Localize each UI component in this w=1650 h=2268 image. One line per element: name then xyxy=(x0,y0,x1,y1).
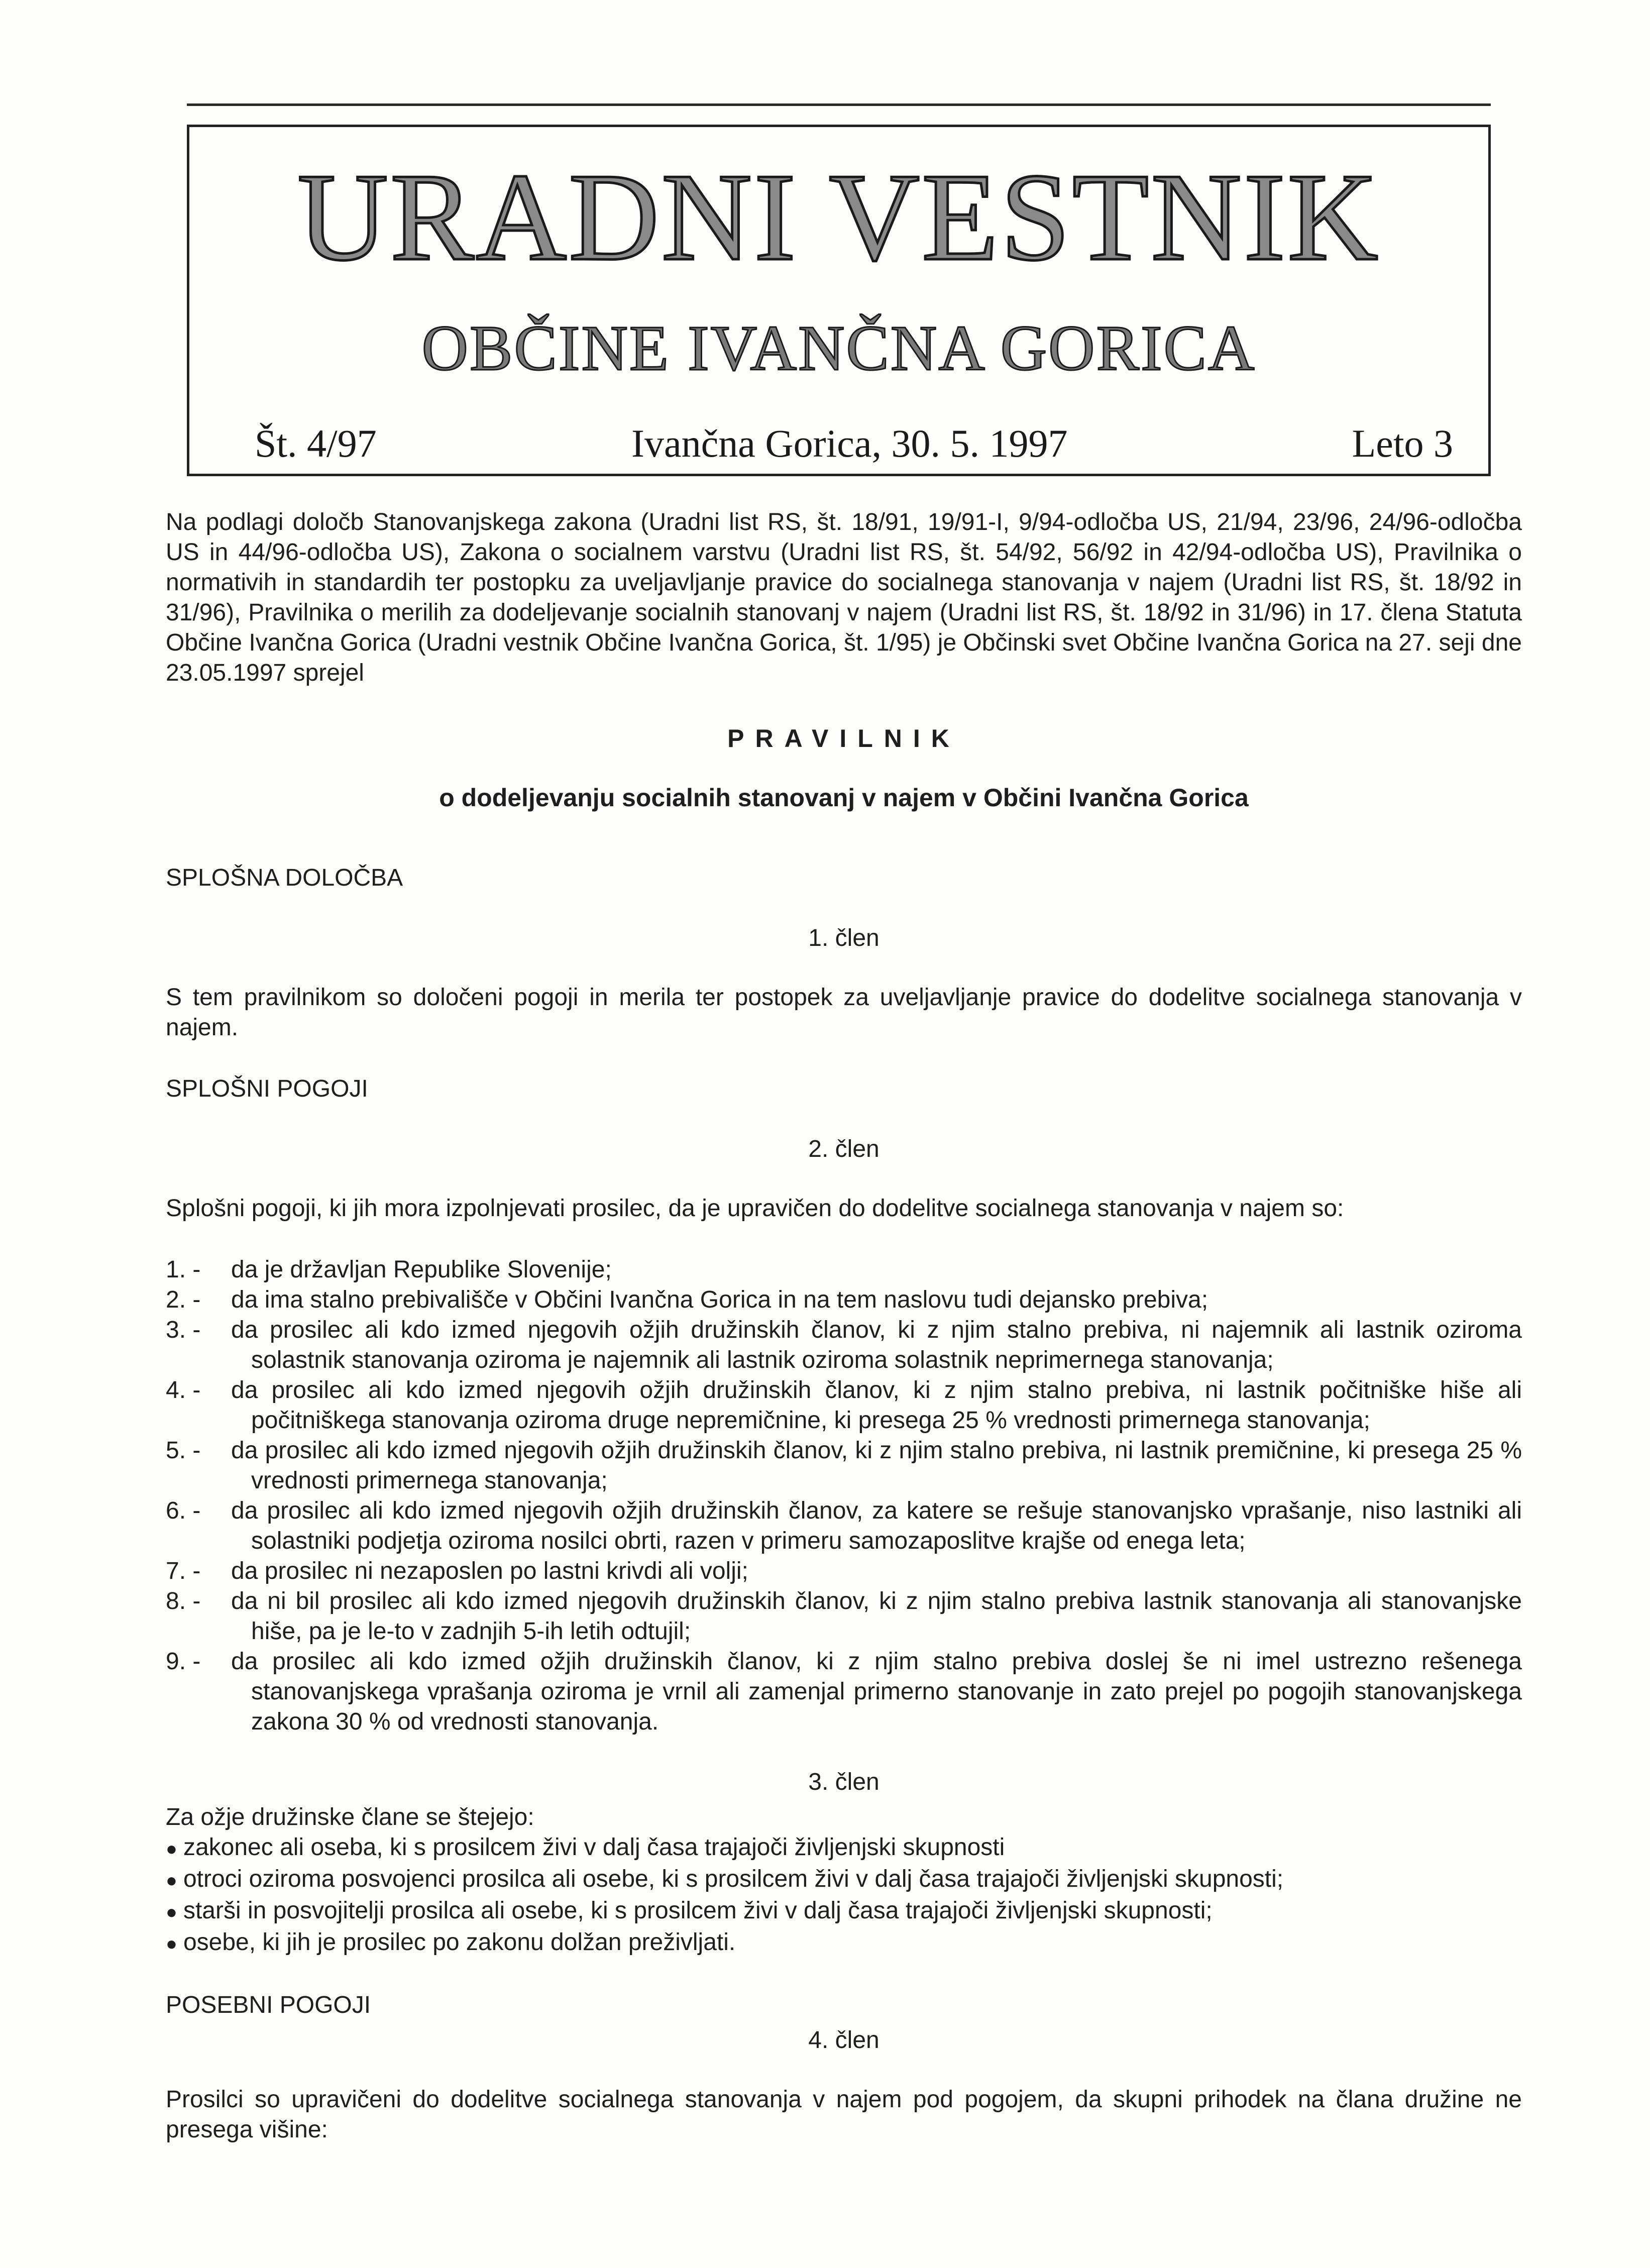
list-item-number: 8. - xyxy=(166,1588,201,1614)
bullet-icon: ● xyxy=(166,1902,177,1923)
article-1-text: S tem pravilnikom so določeni pogoji in merila ter postopek za uveljavljanje pravice do dodelitve socialnega stanovanja v najem. xyxy=(166,984,1522,1041)
bullet-item xyxy=(166,1927,1522,1959)
list-item-number: 2. - xyxy=(166,1286,201,1313)
bullet-item-text: osebe, ki jih je prosilec po zakonu dolžan preživljati. xyxy=(183,1929,736,1956)
article-2-lead: Splošni pogoji, ki jih mora izpolnjevati prosilec, da je upravičen do dodelitve socialnega stanovanja v najem so: xyxy=(166,1195,1344,1222)
article-3-lead: Za ožje družinske člane se štejejo: xyxy=(166,1804,534,1830)
bullet-icon: ● xyxy=(166,1933,177,1955)
volume-year: Leto 3 xyxy=(1352,421,1453,465)
list-item xyxy=(166,1436,1522,1496)
list-item-number: 9. - xyxy=(166,1648,201,1675)
list-item-text: da prosilec ali kdo izmed njegovih ožjih družinskih članov, ki z njim stalno prebiva, ni lastnik počitniške hiše ali počitniškega stanovanja oziroma druge nepremičnine, ki presega 25 % vrednosti primernega stanovanja; xyxy=(231,1377,1522,1434)
gazette-title: URADNI VESTNIK xyxy=(297,148,1380,287)
list-item-text: da ni bil prosilec ali kdo izmed njegovih družinskih članov, ki z njim stalno prebiva lastnik stanovanja ali stanovanjske hiše, pa je le-to v zadnjih 5-ih letih odtujil; xyxy=(231,1588,1522,1645)
list-item xyxy=(166,1375,1522,1436)
bullet-item-text: zakonec ali oseba, ki s prosilcem živi v dalj časa trajajoči življenjski skupnosti xyxy=(183,1834,1005,1861)
list-item-number: 7. - xyxy=(166,1558,201,1584)
article-4-text: Prosilci so upravičeni do dodelitve socialnega stanovanja v najem pod pogojem, da skupni prihodek na člana družine ne presega višine: xyxy=(166,2086,1522,2143)
header-rule xyxy=(187,103,1491,106)
list-item-text: da prosilec ali kdo izmed njegovih ožjih družinskih članov, ki z njim stalno prebiva, ni lastnik premičnine, ki presega 25 % vrednosti primernega stanovanja; xyxy=(231,1437,1522,1494)
bullet-item xyxy=(166,1896,1522,1927)
list-item-number: 3. - xyxy=(166,1317,201,1343)
bullet-item xyxy=(166,1864,1522,1896)
list-item xyxy=(166,1315,1522,1375)
bullet-icon: ● xyxy=(166,1839,177,1860)
article-3-heading: 3. člen xyxy=(808,1769,879,1795)
list-item-number: 1. - xyxy=(166,1256,201,1283)
document-body xyxy=(166,507,1522,2145)
section-heading-general-conditions: SPLOŠNI POGOJI xyxy=(166,1075,368,1102)
document-subtitle: o dodeljevanju socialnih stanovanj v najem v Občini Ivančna Gorica xyxy=(439,784,1249,812)
list-item-text: da prosilec ali kdo izmed ožjih družinskih članov, ki z njim stalno prebiva doslej še ni imel ustrezno rešenega stanovanjskega vprašanja oziroma je vrnil ali zamenjal primerno stanovanje in zato prejel po pogojih stanovanjskega zakona 30 % od vrednosti stanovanja. xyxy=(231,1648,1522,1735)
list-item-text: da je državljan Republike Slovenije; xyxy=(231,1256,612,1283)
masthead xyxy=(187,125,1491,476)
article-1-heading: 1. člen xyxy=(808,925,879,951)
list-item xyxy=(166,1285,1522,1315)
conditions-list xyxy=(166,1255,1522,1737)
gazette-subtitle: OBČINE IVANČNA GORICA xyxy=(421,312,1256,384)
place-and-date: Ivančna Gorica, 30. 5. 1997 xyxy=(631,421,1068,465)
bullet-item xyxy=(166,1832,1522,1864)
bullet-item-text: otroci oziroma posvojenci prosilca ali osebe, ki s prosilcem živi v dalj časa trajajoči življenjski skupnosti; xyxy=(183,1866,1284,1892)
list-item-text: da prosilec ali kdo izmed njegovih ožjih družinskih članov, ki z njim stalno prebiva, ni najemnik ali lastnik oziroma solastnik stanovanja oziroma je najemnik ali lastnik oziroma solastnik neprimernega stanovanja; xyxy=(231,1317,1522,1373)
list-item-number: 5. - xyxy=(166,1437,201,1464)
list-item-text: da ima stalno prebivališče v Občini Ivančna Gorica in na tem naslovu tudi dejansko prebiva; xyxy=(231,1286,1208,1313)
bullet-icon: ● xyxy=(166,1870,177,1891)
masthead-info-row xyxy=(189,416,1488,471)
section-heading-general-provision: SPLOŠNA DOLOČBA xyxy=(166,865,403,891)
list-item xyxy=(166,1586,1522,1647)
preamble-paragraph: Na podlagi določb Stanovanjskega zakona (Uradni list RS, št. 18/91, 19/91-I, 9/94-odločba US, 21/94, 23/96, 24/96-odločba US in 44/96-odločba US), Zakona o socialnem varstvu (Uradni list RS, št. 54/92, 56/92 in 42/94-odločba US), Pravilnika o normativih in standardih ter postopku za uveljavljanje pravice do socialnega stanovanja v najem (Uradni list RS, št. 18/92 in 31/96), Pravilnika o merilih za dodeljevanje socialnih stanovanj v najem (Uradni list RS, št. 18/92 in 31/96) in 17. člena Statuta Občine Ivančna Gorica (Uradni vestnik Občine Ivančna Gorica, št. 1/95) je Občinski svet Občine Ivančna Gorica na 27. seji dne 23.05.1997 sprejel xyxy=(166,509,1522,686)
article-4-heading: 4. člen xyxy=(808,2027,879,2054)
list-item xyxy=(166,1496,1522,1556)
list-item-text: da prosilec ni nezaposlen po lastni krivdi ali volji; xyxy=(231,1558,748,1584)
article-2-heading: 2. člen xyxy=(808,1136,879,1162)
issue-number: Št. 4/97 xyxy=(255,421,377,465)
family-members-list xyxy=(166,1832,1522,1959)
bullet-item-text: starši in posvojitelji prosilca ali osebe, ki s prosilcem živi v dalj časa trajajoči življenjski skupnosti; xyxy=(183,1897,1213,1924)
list-item-number: 6. - xyxy=(166,1497,201,1524)
list-item xyxy=(166,1255,1522,1285)
list-item-number: 4. - xyxy=(166,1377,201,1403)
list-item-text: da prosilec ali kdo izmed njegovih ožjih družinskih članov, za katere se rešuje stanovanjsko vprašanje, niso lastniki ali solastniki podjetja oziroma nosilci obrti, razen v primeru samozaposlitve krajše od enega leta; xyxy=(231,1497,1522,1554)
document-title: PRAVILNIK xyxy=(727,724,960,752)
list-item xyxy=(166,1556,1522,1586)
list-item xyxy=(166,1647,1522,1737)
section-heading-special-conditions: POSEBNI POGOJI xyxy=(166,1992,371,2018)
